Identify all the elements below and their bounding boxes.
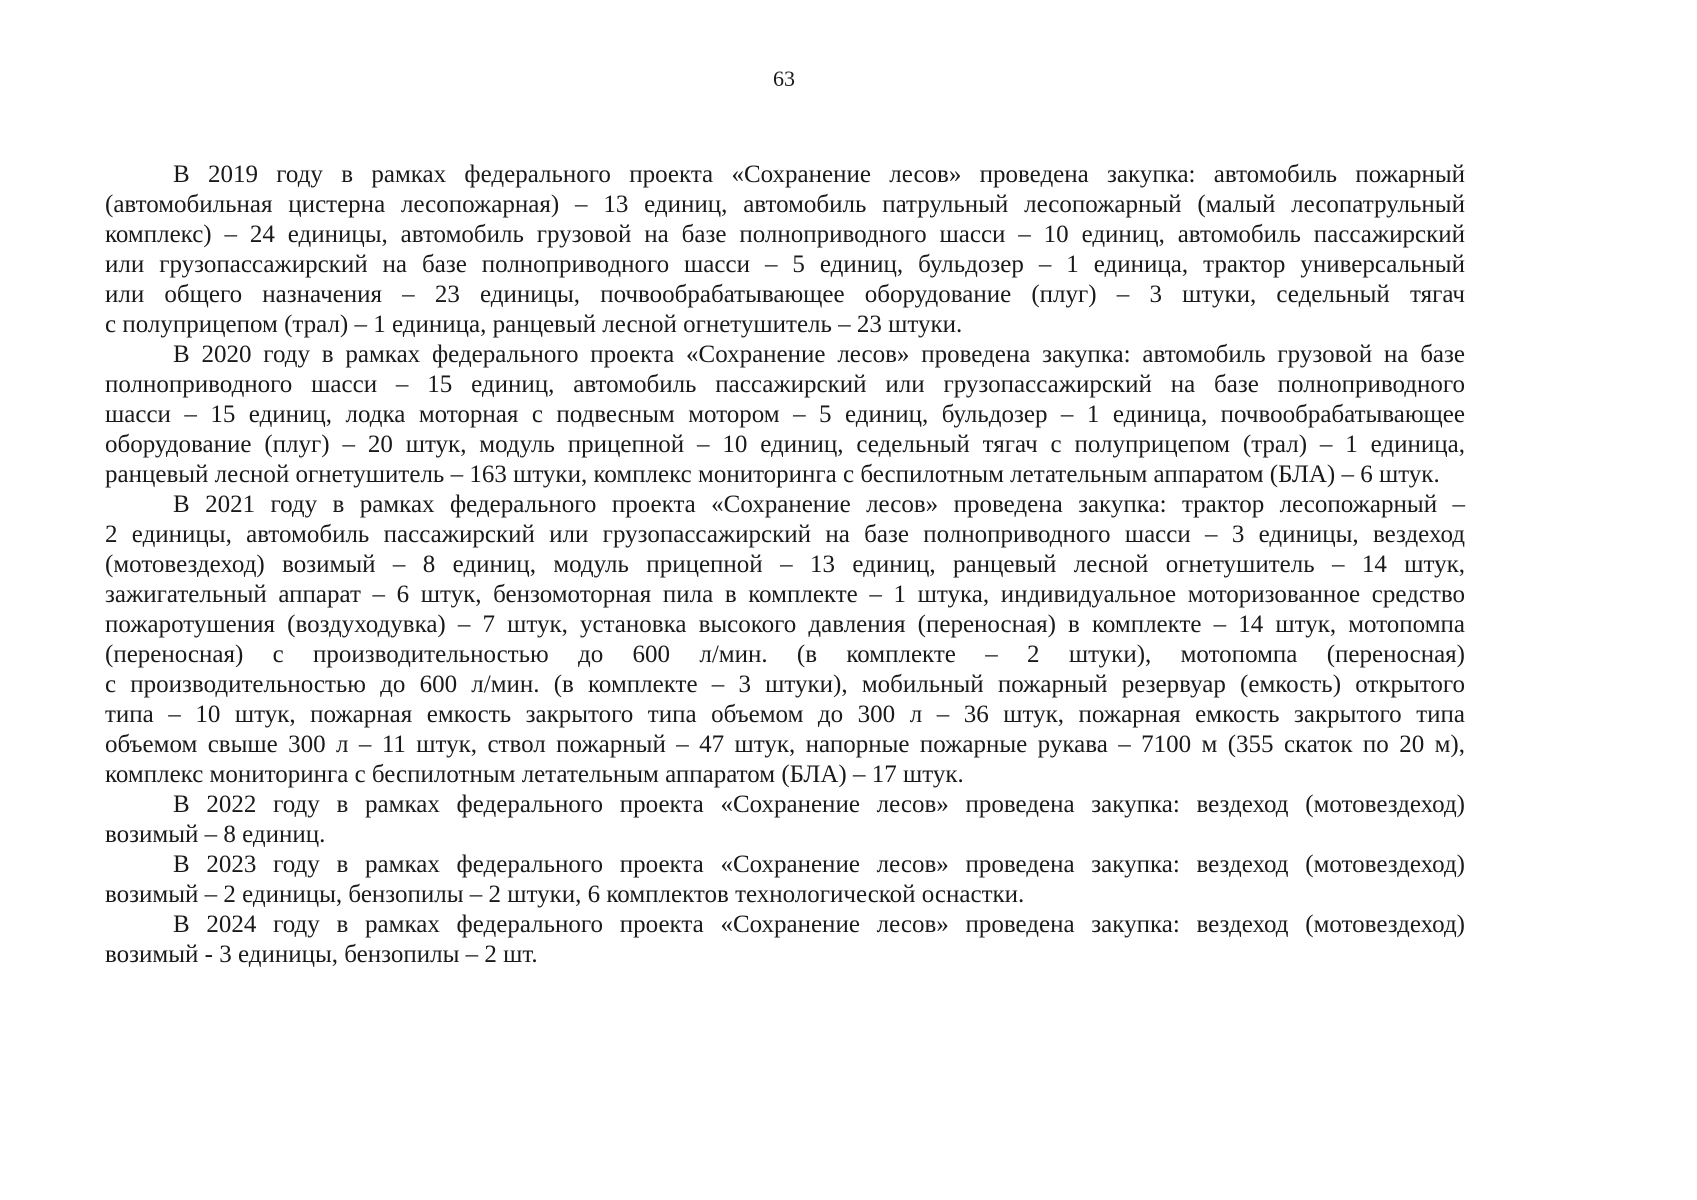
- text-line: с производительностью до 600 л/мин. (в комплекте – 3 штуки), мобильный пожарный резервуар (емкость) открытого: [105, 671, 1465, 698]
- text-line: или общего назначения – 23 единицы, почвообрабатывающее оборудование (плуг) – 3 штуки, седельный тягач: [105, 281, 1465, 308]
- paragraph: [105, 490, 1465, 790]
- page-number: 63: [773, 66, 795, 91]
- text-line: комплекс) – 24 единицы, автомобиль грузовой на базе полноприводного шасси – 10 единиц, автомобиль пассажирский: [105, 221, 1465, 248]
- text-line: В 2023 году в рамках федерального проекта «Сохранение лесов» проведена закупка: вездеход (мотовездеход): [173, 851, 1465, 878]
- text-line: В 2019 году в рамках федерального проекта «Сохранение лесов» проведена закупка: автомобиль пожарный: [173, 161, 1465, 188]
- text-line: объемом свыше 300 л – 11 штук, ствол пожарный – 47 штук, напорные пожарные рукава – 7100 м (355 скаток по 20 м),: [105, 731, 1465, 758]
- text-line: шасси – 15 единиц, лодка моторная с подвесным мотором – 5 единиц, бульдозер – 1 единица, почвообрабатывающее: [105, 401, 1465, 428]
- text-line: В 2020 году в рамках федерального проекта «Сохранение лесов» проведена закупка: автомобиль грузовой на базе: [173, 341, 1465, 368]
- text-line: пожаротушения (воздуходувка) – 7 штук, установка высокого давления (переносная) в комплекте – 14 штук, мотопомпа: [105, 611, 1465, 638]
- text-line: возимый – 8 единиц.: [105, 821, 326, 848]
- text-line: В 2021 году в рамках федерального проекта «Сохранение лесов» проведена закупка: трактор лесопожарный –: [173, 491, 1465, 518]
- text-line: возимый – 2 единицы, бензопилы – 2 штуки, 6 комплектов технологической оснастки.: [105, 881, 1025, 908]
- paragraph: [105, 850, 1465, 910]
- text-line: оборудование (плуг) – 20 штук, модуль прицепной – 10 единиц, седельный тягач с полуприцепом (трал) – 1 единица,: [105, 431, 1465, 458]
- text-line: (автомобильная цистерна лесопожарная) – 13 единиц, автомобиль патрульный лесопожарный (малый лесопатрульный: [105, 191, 1465, 218]
- text-line: полноприводного шасси – 15 единиц, автомобиль пассажирский или грузопассажирский на базе полноприводного: [105, 371, 1465, 398]
- text-line: с полуприцепом (трал) – 1 единица, ранцевый лесной огнетушитель – 23 штуки.: [105, 311, 963, 338]
- text-line: (переносная) с производительностью до 600 л/мин. (в комплекте – 2 штуки), мотопомпа (переносная): [105, 641, 1465, 668]
- paragraph: [105, 910, 1465, 970]
- text-line: (мотовездеход) возимый – 8 единиц, модуль прицепной – 13 единиц, ранцевый лесной огнетушитель – 14 штук,: [105, 551, 1465, 578]
- text-line: возимый - 3 единицы, бензопилы – 2 шт.: [105, 941, 538, 968]
- paragraph: [105, 790, 1465, 850]
- document-body: [105, 160, 1465, 970]
- text-line: комплекс мониторинга с беспилотным летательным аппаратом (БЛА) – 17 штук.: [105, 761, 964, 788]
- text-line: В 2022 году в рамках федерального проекта «Сохранение лесов» проведена закупка: вездеход (мотовездеход): [173, 791, 1465, 818]
- text-line: зажигательный аппарат – 6 штук, бензомоторная пила в комплекте – 1 штука, индивидуальное моторизованное средство: [105, 581, 1465, 608]
- paragraph: [105, 160, 1465, 340]
- text-line: 2 единицы, автомобиль пассажирский или грузопассажирский на базе полноприводного шасси – 3 единицы, вездеход: [105, 521, 1465, 548]
- text-line: В 2024 году в рамках федерального проекта «Сохранение лесов» проведена закупка: вездеход (мотовездеход): [173, 911, 1465, 938]
- paragraph: [105, 340, 1465, 490]
- text-line: или грузопассажирский на базе полноприводного шасси – 5 единиц, бульдозер – 1 единица, трактор универсальный: [105, 251, 1465, 278]
- text-line: типа – 10 штук, пожарная емкость закрытого типа объемом до 300 л – 36 штук, пожарная емкость закрытого типа: [105, 701, 1465, 728]
- text-line: ранцевый лесной огнетушитель – 163 штуки, комплекс мониторинга с беспилотным летательным аппаратом (БЛА) – 6 штук.: [105, 461, 1440, 488]
